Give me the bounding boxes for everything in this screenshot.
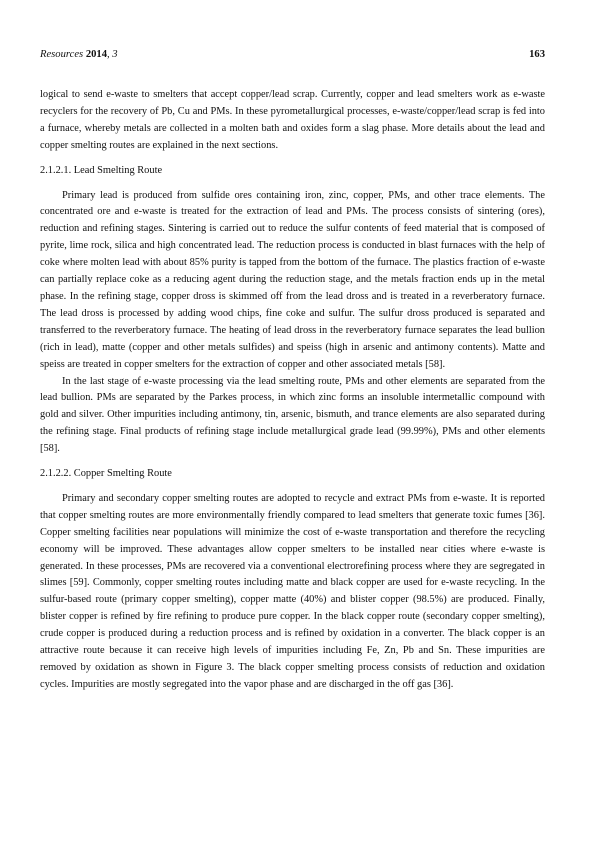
copper-paragraph-1: Primary and secondary copper smelting routes are adopted to recycle and extract PMs from e-waste. It is reported that copper smelting routes are more environmentally friendly compared to lead smelters that generate toxic fumes [36]. Copper smelting facilities near populations will minimize the cost of e-waste transportation and therefore the recycling economy will be improved. These advantages allow copper smelters to be installed near cities where e-waste is generated. In these processes, PMs are recovered via a conventional electrorefining process where they are segregated in slimes [59]. Commonly, copper smelting routes including matte and black copper are used for e-waste recycling. In the sulfur-based route (primary copper smelting), copper matte (40%) and blister copper (98.5%) are produced. Finally, blister copper is refined by fire refining to produce pure copper. In the black copper route (secondary copper smelting), crude copper is produced during a reduction process and is refined by oxidation in a converter. The black copper is an attractive route because it can receive high levels of impurities including Fe, Zn, Pb and Sn. These impurities are removed by oxidation as shown in Figure 3. The black copper smelting process consists of reduction and oxidation cycles. Impurities are mostly segregated into the vapor phase and are discharged in the off gas [36]. <box>40 492 545 690</box>
section-heading-copper-smelting: 2.1.2.2. Copper Smelting Route <box>40 468 172 480</box>
journal-name: Resources <box>40 49 84 60</box>
page <box>40 48 545 694</box>
running-header <box>40 48 545 61</box>
journal-year: 2014 <box>85 49 107 60</box>
intro-paragraph: logical to send e-waste to smelters that accept copper/lead scrap. Currently, copper and lead smelters work as e-waste recyclers for the recovery of Pb, Cu and PMs. In these pyrometallurgical processes, e-waste/copper/lead scrap is fed into a furnace, whereby metals are collected in a molten bath and oxides form a slag phase. More details about the lead and copper smelting routes are explained in the next sections. <box>40 89 545 151</box>
lead-paragraph-2: In the last stage of e-waste processing via the lead smelting route, PMs and other elements are separated from the lead bullion. PMs are separated by the Parkes process, in which zinc forms an insoluble intermetallic compound with gold and silver. Other impurities including antimony, tin, arsenic, bismuth, and trance elements are also separated during the refining stage. Final products of refining stage include metallurgical grade lead (99.99%), PMs and other elements [58]. <box>40 375 545 455</box>
section-heading-lead-smelting: 2.1.2.1. Lead Smelting Route <box>40 164 163 176</box>
journal-citation: Resources 2014, 3 <box>40 49 118 60</box>
journal-volume: 3 <box>112 49 118 60</box>
page-number: 163 <box>529 49 545 60</box>
lead-paragraph-1: Primary lead is produced from sulfide ores containing iron, zinc, copper, PMs, and other trace elements. The concentrated ore and e-waste is treated for the extraction of lead and PMs. The process consists of sintering (ores), reduction and refining stages. Sintering is carried out to reduce the sulfur contents of feed material that is composed of pyrite, lime rock, silica and high concentrated lead. The reduction process is conducted in blast furnaces with the help of coke where molten lead with about 85% purity is tapped from the bottom of the furnace. The plastics fraction of e-waste can partially replace coke as a reducing agent during the reduction stage, and the metals fraction ends up in the metal phase. In the refining stage, copper dross is skimmed off from the lead dross and is treated in a reverberatory furnace. The lead dross is processed by adding wood chips, fine coke and sulfur. The sulfur dross produced is separated and transferred to the reverberatory furnace. The heating of lead dross in the reverberatory furnace separates the lead bullion (rich in lead), matte (copper and other metals sulfides) and speiss (high in arsenic and antimony contents). Matte and speiss are treated in copper smelters for the extraction of copper and other associated metals [58]. <box>40 189 545 370</box>
